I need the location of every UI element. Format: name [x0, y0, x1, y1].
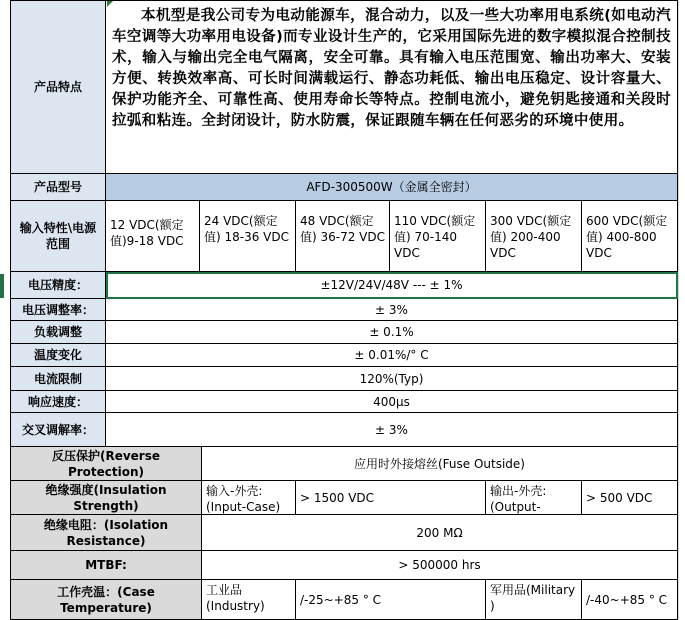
- insulation-output-value[interactable]: > 500 VDC: [582, 481, 678, 515]
- isolation-resistance-value[interactable]: 200 MΩ: [202, 515, 678, 551]
- cross-regulation-value[interactable]: ± 3%: [106, 413, 678, 447]
- case-temp-industry-label[interactable]: 工业品(Industry): [202, 580, 296, 620]
- cell-selection: [106, 272, 678, 299]
- mtbf-value[interactable]: > 500000 hrs: [202, 551, 678, 580]
- cross-regulation-label: 交叉调解率：: [10, 413, 106, 447]
- insulation-output-label[interactable]: 输出-外壳:(Output-: [486, 481, 582, 515]
- insulation-input-label[interactable]: 输入-外壳:(Input-Case): [202, 481, 296, 515]
- row-selection-marker: [0, 274, 4, 298]
- reverse-protection-value[interactable]: 应用时外接熔丝(Fuse Outside): [202, 447, 678, 481]
- load-regulation-label: 负载调整: [10, 321, 106, 344]
- case-temp-label: 工作壳温：(Case Temperature): [10, 580, 202, 620]
- insulation-strength-label: 绝缘强度(Insulation Strength): [10, 481, 202, 515]
- current-limit-value[interactable]: 120%(Typ): [106, 367, 678, 391]
- reverse-protection-label: 反压保护(Reverse Protection): [10, 447, 202, 481]
- features-text[interactable]: 本机型是我公司专为电动能源车，混合动力，以及一些大功率用电系统(如电动汽车空调等大功率用电设备)而专业设计生产的，它采用国际先进的数字模拟混合控制技术，输入与输出完全电气隔离，安全可靠。具有输入电压范围宽、输出功率大、安装方便、转换效率高、可长时间满载运行、静态功耗低、输出电压稳定、设计容量大、保护功能齐全、可靠性高、使用寿命长等特点。控制电流小，避免钥匙接通和关段时拉弧和粘连。全封闭设计，防水防震，保证跟随车辆在任何恶劣的环境中使用。: [106, 0, 678, 174]
- model-value[interactable]: AFD-300500W（金属全密封）: [106, 174, 678, 201]
- voltage-accuracy-value[interactable]: ±12V/24V/48V --- ± 1%: [106, 272, 678, 299]
- model-label: 产品型号: [10, 174, 106, 201]
- input-range-300v[interactable]: 300 VDC(额定值) 200-400 VDC: [486, 201, 582, 272]
- gridline: [678, 0, 679, 620]
- voltage-regulation-value[interactable]: ± 3%: [106, 299, 678, 321]
- insulation-input-value[interactable]: > 1500 VDC: [296, 481, 486, 515]
- case-temp-military-value[interactable]: /-40~+85 ° C: [582, 580, 678, 620]
- input-range-600v[interactable]: 600 VDC(额定值) 400-800 VDC: [582, 201, 678, 272]
- response-label: 响应速度：: [10, 391, 106, 413]
- current-limit-label: 电流限制: [10, 367, 106, 391]
- load-regulation-value[interactable]: ± 0.1%: [106, 321, 678, 344]
- voltage-regulation-label: 电压调整率：: [10, 299, 106, 321]
- temp-drift-label: 温度变化: [10, 344, 106, 367]
- input-label: 输入特性\电源范围: [10, 201, 106, 272]
- temp-drift-value[interactable]: ± 0.01%/° C: [106, 344, 678, 367]
- case-temp-military-label[interactable]: 军用品(Military ): [486, 580, 582, 620]
- isolation-resistance-label: 绝缘电阻：(Isolation Resistance): [10, 515, 202, 551]
- input-range-48v[interactable]: 48 VDC(额定值) 36-72 VDC: [296, 201, 390, 272]
- input-range-12v[interactable]: 12 VDC(额定值)9-18 VDC: [106, 201, 200, 272]
- voltage-accuracy-label: 电压精度：: [10, 272, 106, 299]
- input-range-24v[interactable]: 24 VDC(额定值) 18-36 VDC: [200, 201, 296, 272]
- features-label: 产品特点: [10, 0, 106, 174]
- mtbf-label: MTBF:: [10, 551, 202, 580]
- response-value[interactable]: 400μs: [106, 391, 678, 413]
- input-range-110v[interactable]: 110 VDC(额定值) 70-140 VDC: [390, 201, 486, 272]
- case-temp-industry-value[interactable]: /-25~+85 ° C: [296, 580, 486, 620]
- comment-indicator-icon: [107, 1, 113, 7]
